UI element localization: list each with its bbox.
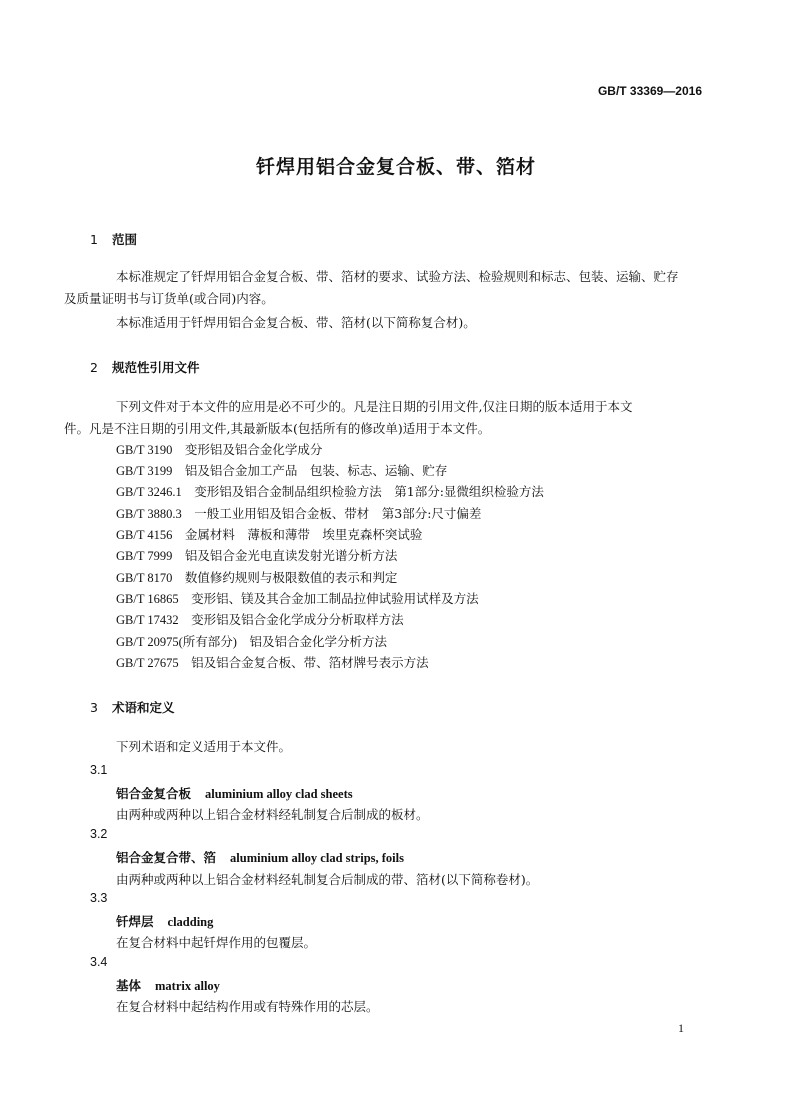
- reference-item: GB/T 3246.1 变形铝及铝合金制品组织检验方法 第1部分:显微组织检验方法: [116, 484, 544, 499]
- section-2-intro: [64, 396, 702, 439]
- section-1-heading: [90, 230, 137, 248]
- term-number: 3.3: [90, 891, 108, 905]
- reference-item: GB/T 16865 变形铝、镁及其合金加工制品拉伸试验用试样及方法: [116, 591, 479, 606]
- section-number: 3: [90, 700, 98, 715]
- section-number: 2: [90, 360, 98, 375]
- term-name: 铝合金复合带、箔 aluminium alloy clad strips, foils: [116, 850, 404, 865]
- page-number: 1: [678, 1021, 684, 1035]
- paragraph-line: 下列文件对于本文件的应用是必不可少的。凡是注日期的引用文件,仅注日期的版本适用于本文: [116, 399, 633, 414]
- section-3-heading: [90, 698, 175, 716]
- term-name: 铝合金复合板 aluminium alloy clad sheets: [116, 786, 353, 801]
- reference-item: GB/T 20975(所有部分) 铝及铝合金化学分析方法: [116, 634, 387, 649]
- term-definition: 由两种或两种以上铝合金材料经轧制复合后制成的带、箔材(以下简称卷材)。: [116, 872, 539, 887]
- term-definition: 在复合材料中起结构作用或有特殊作用的芯层。: [116, 999, 379, 1014]
- section-1-paragraph-1: [64, 266, 702, 309]
- section-title: 规范性引用文件: [112, 360, 200, 375]
- term-name: 钎焊层 cladding: [116, 914, 214, 929]
- term-number: 3.4: [90, 955, 108, 969]
- reference-item: GB/T 27675 铝及铝合金复合板、带、箔材牌号表示方法: [116, 655, 429, 670]
- term-number: 3.1: [90, 763, 108, 777]
- term-definition: 由两种或两种以上铝合金材料经轧制复合后制成的板材。: [116, 807, 429, 822]
- section-title: 术语和定义: [112, 700, 175, 715]
- reference-item: GB/T 3190 变形铝及铝合金化学成分: [116, 442, 323, 457]
- paragraph-line: 本标准规定了钎焊用铝合金复合板、带、箔材的要求、试验方法、检验规则和标志、包装、运输、贮存: [116, 269, 679, 284]
- reference-item: GB/T 4156 金属材料 薄板和薄带 埃里克森杯突试验: [116, 527, 423, 542]
- paragraph-line: 件。凡是不注日期的引用文件,其最新版本(包括所有的修改单)适用于本文件。: [64, 420, 491, 436]
- section-title: 范围: [112, 232, 138, 247]
- section-number: 1: [90, 232, 98, 247]
- reference-item: GB/T 8170 数值修约规则与极限数值的表示和判定: [116, 570, 398, 585]
- reference-item: GB/T 3880.3 一般工业用铝及铝合金板、带材 第3部分:尺寸偏差: [116, 506, 482, 521]
- term-number: 3.2: [90, 827, 108, 841]
- section-3-intro: 下列术语和定义适用于本文件。: [116, 739, 292, 754]
- section-1-paragraph-2: 本标准适用于钎焊用铝合金复合板、带、箔材(以下简称复合材)。: [116, 315, 476, 330]
- reference-item: GB/T 3199 铝及铝合金加工产品 包装、标志、运输、贮存: [116, 463, 448, 478]
- term-definition: 在复合材料中起钎焊作用的包覆层。: [116, 935, 317, 950]
- standard-code: GB/T 33369—2016: [597, 84, 702, 98]
- reference-item: GB/T 7999 铝及铝合金光电直读发射光谱分析方法: [116, 548, 398, 563]
- term-name: 基体 matrix alloy: [116, 978, 220, 993]
- document-title: 钎焊用铝合金复合板、带、箔材: [255, 156, 536, 178]
- paragraph-line: 及质量证明书与订货单(或合同)内容。: [64, 290, 274, 306]
- reference-item: GB/T 17432 变形铝及铝合金化学成分分析取样方法: [116, 612, 404, 627]
- section-2-heading: [90, 358, 200, 376]
